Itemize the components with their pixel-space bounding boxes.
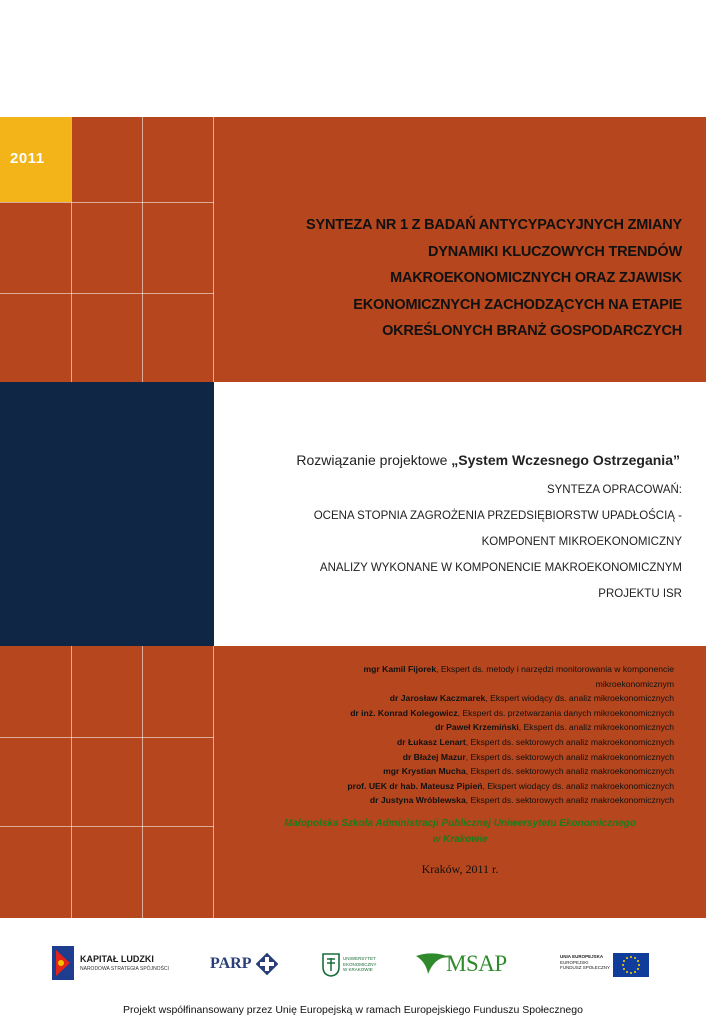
grid-line bbox=[0, 826, 214, 827]
title-line: SYNTEZA NR 1 Z BADAŃ ANTYCYPACYJNYCH ZMIANY bbox=[306, 217, 682, 233]
eu-flag-icon bbox=[613, 953, 649, 977]
author-name: dr Błażej Mazur bbox=[402, 751, 466, 762]
parp-text: PARP bbox=[210, 955, 252, 972]
uek-text bbox=[343, 956, 377, 973]
author-role: , Ekspert ds. sektorowych analiz makroekonomicznych bbox=[465, 795, 674, 806]
author-role: , Ekspert ds. analiz mikroekonomicznych bbox=[518, 722, 674, 733]
synthesis-line: KOMPONENT MIKROEKONOMICZNY bbox=[481, 536, 682, 548]
title-line: OKREŚLONYCH BRANŻ GOSPODARCZYCH bbox=[382, 323, 682, 339]
author-name: dr Jarosław Kaczmarek bbox=[389, 693, 486, 704]
uek-logo bbox=[322, 951, 380, 979]
authors-list bbox=[254, 662, 674, 808]
institution-name bbox=[214, 816, 706, 848]
author-row bbox=[254, 662, 674, 677]
msap-logo bbox=[414, 948, 518, 980]
author-row bbox=[254, 677, 674, 692]
parp-logo bbox=[210, 953, 280, 977]
parp-icon bbox=[256, 953, 278, 975]
kapital-ludzki-title: KAPITAŁ LUDZKI bbox=[80, 954, 154, 964]
grid-line bbox=[71, 646, 72, 918]
author-row bbox=[254, 691, 674, 706]
institution-line: w Krakowie bbox=[432, 834, 488, 845]
grid-line bbox=[142, 646, 143, 918]
synthesis-line: OCENA STOPNIA ZAGROŻENIA PRZEDSIĘBIORSTW UPADŁOŚCIĄ - bbox=[313, 510, 682, 522]
author-role: , Ekspert ds. sektorowych analiz makroekonomicznych bbox=[465, 766, 674, 777]
uek-crest-icon bbox=[322, 953, 340, 977]
author-name: dr Paweł Krzemiński bbox=[435, 722, 519, 733]
navy-block bbox=[0, 382, 214, 646]
author-role: , Ekspert ds. przetwarzania danych mikroekonomicznych bbox=[457, 707, 674, 718]
author-name: prof. UEK dr hab. Mateusz Pipień bbox=[347, 780, 483, 791]
uek-line: UNIWERSYTET bbox=[343, 956, 376, 961]
eu-line: UNIA EUROPEJSKA bbox=[560, 954, 604, 959]
author-name: mgr Kamil Fijorek bbox=[363, 664, 437, 674]
author-row bbox=[254, 720, 674, 735]
title-line: EKONOMICZNYCH ZACHODZĄCYCH NA ETAPIE bbox=[353, 296, 682, 313]
author-row bbox=[254, 779, 674, 794]
year-label: 2011 bbox=[10, 150, 45, 167]
grid-line bbox=[0, 202, 214, 203]
kapital-ludzki-icon bbox=[52, 946, 76, 980]
author-row bbox=[254, 764, 674, 779]
place-and-year: Kraków, 2011 r. bbox=[421, 862, 499, 876]
synthesis-line: PROJEKTU ISR bbox=[598, 588, 682, 600]
author-name: dr Łukasz Lenart bbox=[396, 736, 466, 747]
title-line: DYNAMIKI KLUCZOWYCH TRENDÓW bbox=[428, 243, 682, 260]
author-name: dr inż. Konrad Kolegowicz bbox=[350, 707, 458, 718]
eu-logo bbox=[560, 953, 652, 979]
kapital-ludzki-subtitle: NARODOWA STRATEGIA SPÓJNOŚCI bbox=[80, 966, 169, 972]
grid-line bbox=[213, 646, 214, 918]
institution-line: Małopolska Szkoła Administracji Publicznej Uniwersytetu Ekonomicznego bbox=[284, 818, 636, 829]
synthesis-line: SYNTEZA OPRACOWAŃ: bbox=[546, 484, 682, 496]
author-role: , Ekspert wiodący ds. analiz mikroekonomicznych bbox=[485, 693, 674, 704]
cofinancing-footer: Projekt współfinansowany przez Unię Europejską w ramach Europejskiego Funduszu Społecznego bbox=[123, 1004, 583, 1016]
grid-line bbox=[0, 293, 214, 294]
eu-line: FUNDUSZ SPOŁECZNY bbox=[560, 965, 611, 970]
author-role: mikroekonomicznym bbox=[595, 678, 674, 689]
uek-line: EKONOMICZNY bbox=[343, 961, 377, 967]
author-role: , Ekspert ds. metody i narzędzi monitorowania w komponencie bbox=[436, 664, 674, 674]
kapital-ludzki-logo bbox=[52, 946, 177, 982]
solution-line bbox=[296, 452, 680, 468]
author-name: dr Justyna Wróblewska bbox=[369, 795, 466, 806]
grid-line bbox=[71, 117, 72, 382]
author-name: mgr Krystian Mucha bbox=[383, 766, 466, 777]
author-role: , Ekspert wiodący ds. analiz makroekonomicznych bbox=[482, 780, 674, 791]
author-row bbox=[254, 750, 674, 765]
solution-name: „System Wczesnego Ostrzegania” bbox=[451, 452, 680, 468]
eu-text bbox=[560, 954, 610, 971]
author-role: , Ekspert ds. sektorowych analiz makroekonomicznych bbox=[465, 751, 674, 762]
grid-line bbox=[142, 117, 143, 382]
author-row bbox=[254, 706, 674, 721]
grid-line bbox=[0, 737, 214, 738]
synthesis-line: ANALIZY WYKONANE W KOMPONENCIE MAKROEKONOMICZNYM bbox=[319, 562, 682, 574]
solution-prefix: Rozwiązanie projektowe bbox=[296, 452, 452, 468]
msap-text: MSAP bbox=[446, 951, 507, 976]
author-row bbox=[254, 735, 674, 750]
author-row bbox=[254, 793, 674, 808]
author-role: , Ekspert ds. sektorowych analiz makroekonomicznych bbox=[465, 736, 674, 747]
eu-line: EUROPEJSKI bbox=[560, 959, 589, 965]
document-title bbox=[212, 212, 682, 345]
title-line: MAKROEKONOMICZNYCH ORAZ ZJAWISK bbox=[390, 270, 682, 286]
uek-line: W KRAKOWIE bbox=[343, 967, 373, 972]
